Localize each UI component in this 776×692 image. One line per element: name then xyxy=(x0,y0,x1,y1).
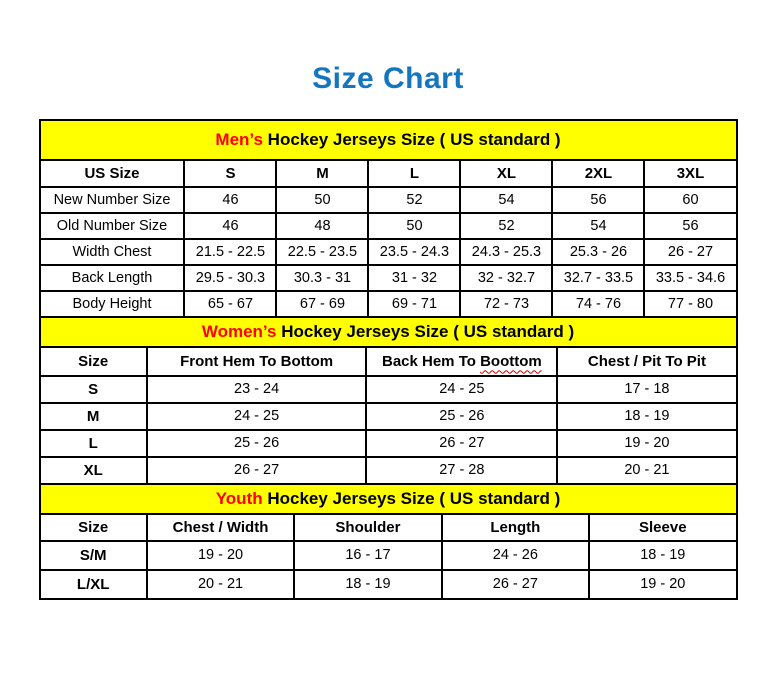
size-value-cell: 26 - 27 xyxy=(644,239,736,265)
column-header: Shoulder xyxy=(294,514,441,541)
size-value-cell: 18 - 19 xyxy=(294,570,441,599)
size-value-cell: 20 - 21 xyxy=(557,457,736,484)
womens-section-header-rest: Hockey Jerseys Size ( US standard ) xyxy=(276,321,575,341)
mens-section-header-rest: Hockey Jerseys Size ( US standard ) xyxy=(262,129,561,149)
size-value-cell: 24 - 25 xyxy=(147,403,367,430)
size-chart xyxy=(39,119,738,600)
column-header: US Size xyxy=(40,160,185,187)
column-header: L xyxy=(368,160,460,187)
size-value-cell: 72 - 73 xyxy=(460,291,552,317)
column-header: Sleeve xyxy=(589,514,736,541)
size-value-cell: 65 - 67 xyxy=(184,291,276,317)
mens-section-header xyxy=(39,119,738,161)
youth-section-header-rest: Hockey Jerseys Size ( US standard ) xyxy=(262,488,561,508)
size-value-cell: 56 xyxy=(644,213,736,239)
size-value-cell: 50 xyxy=(368,213,460,239)
column-header: XL xyxy=(460,160,552,187)
row-label: Width Chest xyxy=(40,239,185,265)
youth-header-row xyxy=(40,514,737,541)
size-value-cell: 25 - 26 xyxy=(366,403,557,430)
row-label: S/M xyxy=(40,541,147,570)
row-label: L/XL xyxy=(40,570,147,599)
size-value-cell: 19 - 20 xyxy=(147,541,294,570)
size-value-cell: 18 - 19 xyxy=(557,403,736,430)
size-value-cell: 77 - 80 xyxy=(644,291,736,317)
size-value-cell: 26 - 27 xyxy=(147,457,367,484)
size-value-cell: 50 xyxy=(276,187,368,213)
size-value-cell: 33.5 - 34.6 xyxy=(644,265,736,291)
table-row xyxy=(40,430,737,457)
table-row xyxy=(40,213,737,239)
size-value-cell: 74 - 76 xyxy=(552,291,644,317)
womens-section-header xyxy=(39,316,738,348)
size-value-cell: 52 xyxy=(368,187,460,213)
youth-section-header xyxy=(39,483,738,515)
column-header xyxy=(366,347,557,376)
misspelled-word: Boottom xyxy=(480,352,542,370)
column-header: Size xyxy=(40,514,147,541)
size-value-cell: 26 - 27 xyxy=(442,570,589,599)
row-label: L xyxy=(40,430,147,457)
column-header: Length xyxy=(442,514,589,541)
column-header: Front Hem To Bottom xyxy=(147,347,367,376)
table-row xyxy=(40,187,737,213)
size-value-cell: 48 xyxy=(276,213,368,239)
size-value-cell: 17 - 18 xyxy=(557,376,736,403)
table-row xyxy=(40,570,737,599)
womens-header-row xyxy=(40,347,737,376)
size-value-cell: 46 xyxy=(184,187,276,213)
size-value-cell: 21.5 - 22.5 xyxy=(184,239,276,265)
womens-size-table xyxy=(39,346,738,485)
size-value-cell: 30.3 - 31 xyxy=(276,265,368,291)
size-value-cell: 25 - 26 xyxy=(147,430,367,457)
size-value-cell: 31 - 32 xyxy=(368,265,460,291)
column-header: Chest / Width xyxy=(147,514,294,541)
row-label: S xyxy=(40,376,147,403)
size-value-cell: 54 xyxy=(552,213,644,239)
column-header: Chest / Pit To Pit xyxy=(557,347,736,376)
size-value-cell: 26 - 27 xyxy=(366,430,557,457)
row-label: M xyxy=(40,403,147,430)
size-value-cell: 24 - 25 xyxy=(366,376,557,403)
size-value-cell: 16 - 17 xyxy=(294,541,441,570)
table-row xyxy=(40,265,737,291)
row-label: XL xyxy=(40,457,147,484)
size-value-cell: 69 - 71 xyxy=(368,291,460,317)
size-value-cell: 32 - 32.7 xyxy=(460,265,552,291)
table-row xyxy=(40,403,737,430)
column-header-text: Back Hem To xyxy=(381,352,481,370)
size-value-cell: 46 xyxy=(184,213,276,239)
page-title: Size Chart xyxy=(312,62,464,95)
table-row xyxy=(40,457,737,484)
size-value-cell: 22.5 - 23.5 xyxy=(276,239,368,265)
size-value-cell: 32.7 - 33.5 xyxy=(552,265,644,291)
size-value-cell: 29.5 - 30.3 xyxy=(184,265,276,291)
row-label: Body Height xyxy=(40,291,185,317)
column-header: 3XL xyxy=(644,160,736,187)
size-value-cell: 24 - 26 xyxy=(442,541,589,570)
size-value-cell: 52 xyxy=(460,213,552,239)
table-row xyxy=(40,239,737,265)
size-value-cell: 19 - 20 xyxy=(557,430,736,457)
column-header: M xyxy=(276,160,368,187)
column-header: 2XL xyxy=(552,160,644,187)
size-value-cell: 19 - 20 xyxy=(589,570,736,599)
size-value-cell: 56 xyxy=(552,187,644,213)
table-row xyxy=(40,376,737,403)
row-label: New Number Size xyxy=(40,187,185,213)
column-header: S xyxy=(184,160,276,187)
mens-header-row xyxy=(40,160,737,187)
table-row xyxy=(40,541,737,570)
mens-size-table xyxy=(39,159,738,318)
youth-section-header-highlight: Youth xyxy=(215,488,263,508)
womens-section-header-highlight: Women’s xyxy=(201,321,277,341)
youth-size-table xyxy=(39,513,738,600)
table-row xyxy=(40,291,737,317)
size-value-cell: 54 xyxy=(460,187,552,213)
size-value-cell: 20 - 21 xyxy=(147,570,294,599)
size-value-cell: 24.3 - 25.3 xyxy=(460,239,552,265)
size-value-cell: 27 - 28 xyxy=(366,457,557,484)
row-label: Back Length xyxy=(40,265,185,291)
row-label: Old Number Size xyxy=(40,213,185,239)
column-header: Size xyxy=(40,347,147,376)
size-value-cell: 67 - 69 xyxy=(276,291,368,317)
size-value-cell: 18 - 19 xyxy=(589,541,736,570)
size-value-cell: 25.3 - 26 xyxy=(552,239,644,265)
size-value-cell: 23.5 - 24.3 xyxy=(368,239,460,265)
size-value-cell: 60 xyxy=(644,187,736,213)
mens-section-header-highlight: Men’s xyxy=(215,129,263,149)
size-value-cell: 23 - 24 xyxy=(147,376,367,403)
